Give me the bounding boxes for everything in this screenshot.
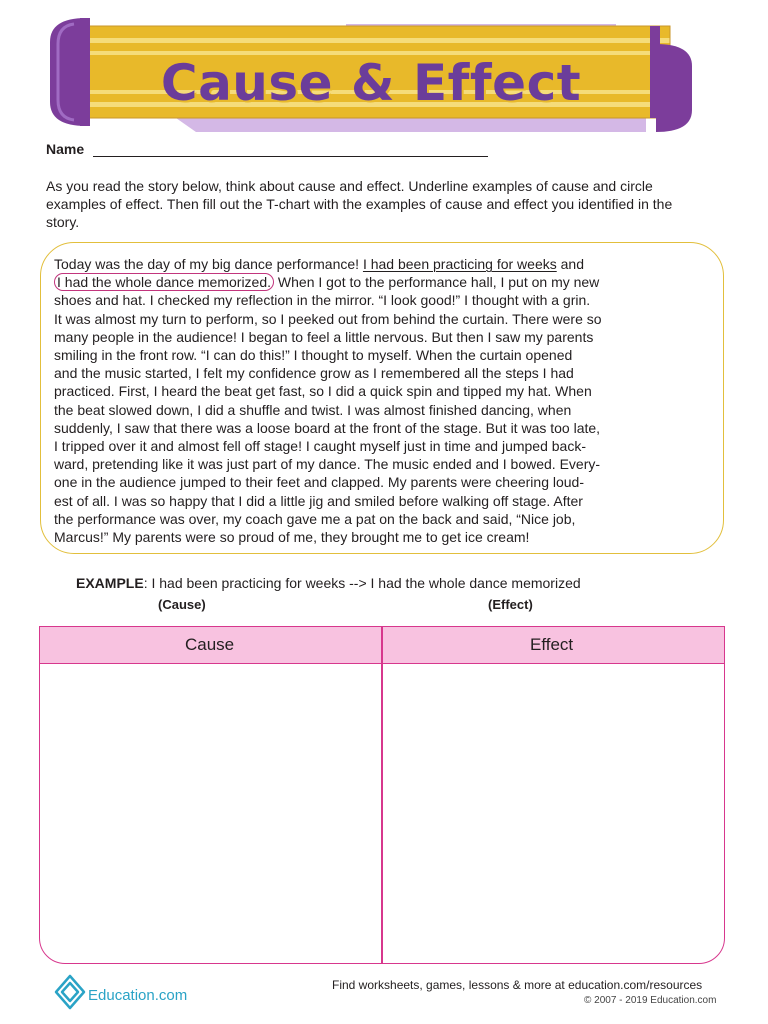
cause-column-header: Cause <box>185 635 235 654</box>
underlined-cause: I had been practicing for weeks <box>362 256 557 272</box>
story-line <box>54 310 710 328</box>
story-line <box>54 455 710 473</box>
story-text-segment: many people in the audience! I began to feel a little nervous. But then I saw my parents <box>54 328 594 345</box>
story-line <box>54 437 710 455</box>
story-text-segment: smiling in the front row. “I can do this!” I thought to myself. When the curtain opened <box>54 347 573 364</box>
story-line <box>54 528 710 546</box>
story-text-segment: one in the audience jumped to their feet and clapped. My parents were cheering loud- <box>54 474 585 491</box>
example-text: : I had been practicing for weeks --> I had the whole dance memorized <box>143 575 581 591</box>
story-text-segment: est of all. I was so happy that I did a little jig and smiled before walking off stage. After <box>54 492 583 509</box>
story-text-segment: the beat slowed down, I did a shuffle and twist. I was almost finished dancing, when <box>54 401 572 418</box>
story-text-segment: and the music started, I felt my confidence grow as I remembered all the steps I had <box>54 365 574 382</box>
story-line <box>54 492 710 510</box>
story-text-segment: It was almost my turn to perform, so I peeked out from behind the curtain. There were so <box>54 310 602 327</box>
cause-column-area[interactable] <box>40 664 380 964</box>
story-text-segment: Marcus!” My parents were so proud of me, they brought me to get ice cream! <box>54 529 530 546</box>
story-line <box>54 473 710 491</box>
footer-copyright: © 2007 - 2019 Education.com <box>584 995 717 1006</box>
story-line <box>54 419 710 437</box>
story-line <box>54 273 710 291</box>
story-text-segment: the performance was over, my coach gave me a pat on the back and said, “Nice job, <box>54 510 576 527</box>
instructions: As you read the story below, think about cause and effect. Underline examples of cause and circle examples of effect. Then fill out the T-chart with the examples of cause and effect you identified in the story. <box>46 178 673 230</box>
story-text-segment: When I got to the performance hall, I put on my new <box>274 274 600 291</box>
effect-column-header: Effect <box>530 635 574 654</box>
story-line <box>54 401 710 419</box>
example-effect-tag: (Effect) <box>488 597 533 612</box>
story-text-segment: ward, pretending like it was just part of my dance. The music ended and I bowed. Every- <box>54 456 601 473</box>
footer-tagline: Find worksheets, games, lessons & more at education.com/resources <box>332 978 703 992</box>
story-line <box>54 382 710 400</box>
story-text-segment: Today was the day of my big dance performance! <box>54 256 363 272</box>
circled-effect: I had the whole dance memorized. <box>54 273 274 291</box>
name-row <box>46 141 84 157</box>
story-line <box>54 291 710 309</box>
story-line <box>54 255 710 273</box>
story-line <box>54 510 710 528</box>
story-text-segment: and <box>556 256 584 272</box>
story-text-segment: practiced. First, I heard the beat get fast, so I did a quick spin and tipped my hat. When <box>54 383 592 400</box>
story-line <box>54 346 710 364</box>
name-field[interactable] <box>93 141 488 157</box>
name-label: Name <box>46 141 85 157</box>
example-cause-tag: (Cause) <box>158 597 206 612</box>
story-line <box>54 328 710 346</box>
example-line <box>76 575 581 591</box>
story-text-segment: suddenly, I saw that there was a loose board at the front of the stage. But it was too late, <box>54 419 601 436</box>
story-text <box>54 255 710 546</box>
story-text-segment: shoes and hat. I checked my reflection in the mirror. “I look good!” I thought with a grin. <box>54 292 591 309</box>
t-chart <box>39 626 725 964</box>
story-text-segment: I tripped over it and almost fell off stage! I caught myself just in time and jumped back- <box>54 438 587 455</box>
story-line <box>54 364 710 382</box>
example-label: EXAMPLE <box>76 575 144 591</box>
logo-text: Education.com <box>88 987 188 1004</box>
page-title: Cause & Effect <box>160 54 582 112</box>
header-banner <box>46 14 696 134</box>
effect-column-area[interactable] <box>383 664 723 964</box>
